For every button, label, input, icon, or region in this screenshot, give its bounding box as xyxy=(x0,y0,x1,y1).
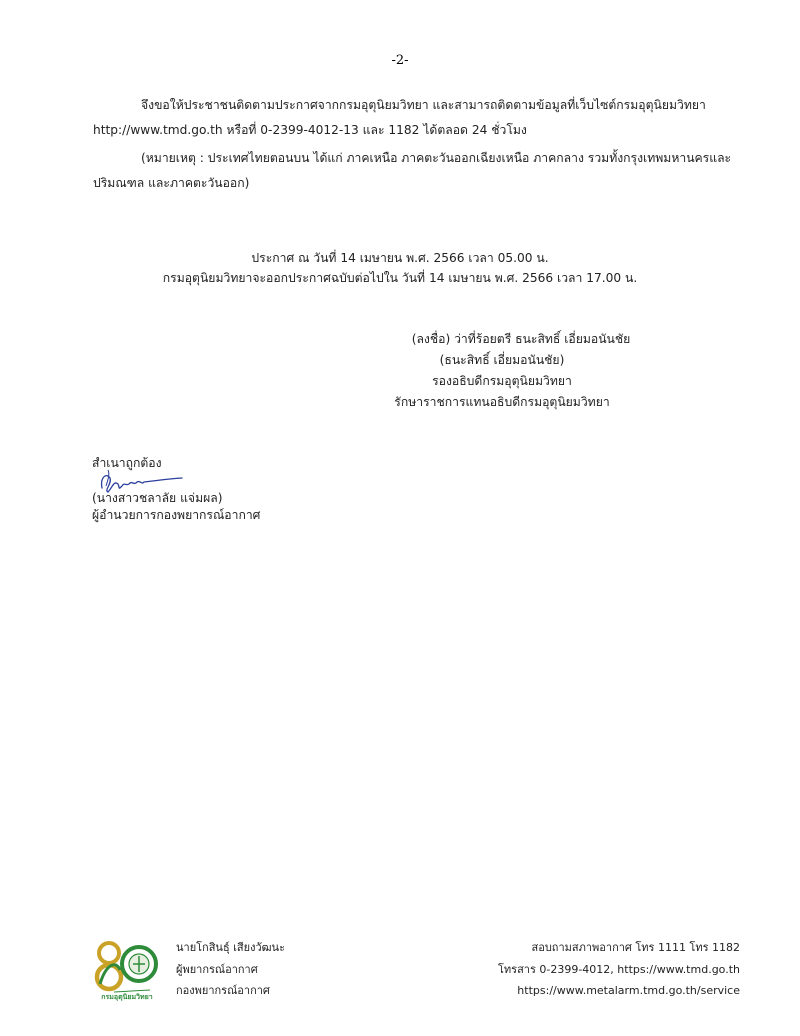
body-paragraph-line-1: จึงขอให้ประชาชนติดตามประกาศจากกรมอุตุนิยมวิทยา และสามารถติดตามข้อมูลที่เว็บไซต์กรมอุตุนิยมวิทยา xyxy=(141,98,706,112)
certified-copy-label: สำเนาถูกต้อง xyxy=(92,456,162,470)
footer-forecaster xyxy=(176,937,285,1002)
footer-contact xyxy=(498,937,740,1002)
signatory-acting-position: รักษาราชการแทนอธิบดีกรมอุตุนิยมวิทยา xyxy=(394,395,610,409)
signature-signed-line: (ลงชื่อ) ว่าที่ร้อยตรี ธนะสิทธิ์ เอี่ยมอนันชัย xyxy=(411,332,631,346)
body-paragraph xyxy=(93,93,733,143)
note-line-1: (หมายเหตุ : ประเทศไทยตอนบน ได้แก่ ภาคเหนือ ภาคตะวันออกเฉียงเหนือ ภาคกลาง รวมทั้งกรุงเทพมหานครและ xyxy=(141,151,732,165)
certifier-position: ผู้อำนวยการกองพยากรณ์อากาศ xyxy=(92,508,261,522)
handwritten-signature xyxy=(96,466,186,496)
certifier-name: (นางสาวชลาลัย แจ่มผล) xyxy=(92,491,223,505)
contact-metalarm-url: https://www.metalarm.tmd.go.th/service xyxy=(517,984,740,997)
signature-block xyxy=(322,329,682,413)
note-line-2: ปริมณฑล และภาคตะวันออก) xyxy=(93,176,250,190)
signatory-name: (ธนะสิทธิ์ เอี่ยมอนันชัย) xyxy=(439,353,565,367)
tmd-80-years-logo xyxy=(94,934,160,1004)
announcement-block xyxy=(0,248,800,288)
contact-phone: สอบถามสภาพอากาศ โทร 1111 โทร 1182 xyxy=(531,941,740,954)
forecaster-role: ผู้พยากรณ์อากาศ xyxy=(176,962,258,976)
note-paragraph xyxy=(93,146,733,196)
signatory-position: รองอธิบดีกรมอุตุนิยมวิทยา xyxy=(432,374,572,388)
announcement-issued: ประกาศ ณ วันที่ 14 เมษายน พ.ศ. 2566 เวลา 05.00 น. xyxy=(251,251,549,265)
announcement-next: กรมอุตุนิยมวิทยาจะออกประกาศฉบับต่อไปใน วันที่ 14 เมษายน พ.ศ. 2566 เวลา 17.00 น. xyxy=(162,271,638,285)
contact-fax-website: โทรสาร 0-2399-4012, https://www.tmd.go.th xyxy=(498,962,740,976)
logo-text: กรมอุตุนิยมวิทยา xyxy=(101,993,153,1001)
body-paragraph-line-2: http://www.tmd.go.th หรือที่ 0-2399-4012-13 และ 1182 ได้ตลอด 24 ชั่วโมง xyxy=(93,123,527,137)
forecaster-name: นายโกสินธุ์ เสียงวัฒนะ xyxy=(176,941,285,954)
forecaster-division: กองพยากรณ์อากาศ xyxy=(176,984,270,997)
page-number: -2- xyxy=(391,53,409,68)
